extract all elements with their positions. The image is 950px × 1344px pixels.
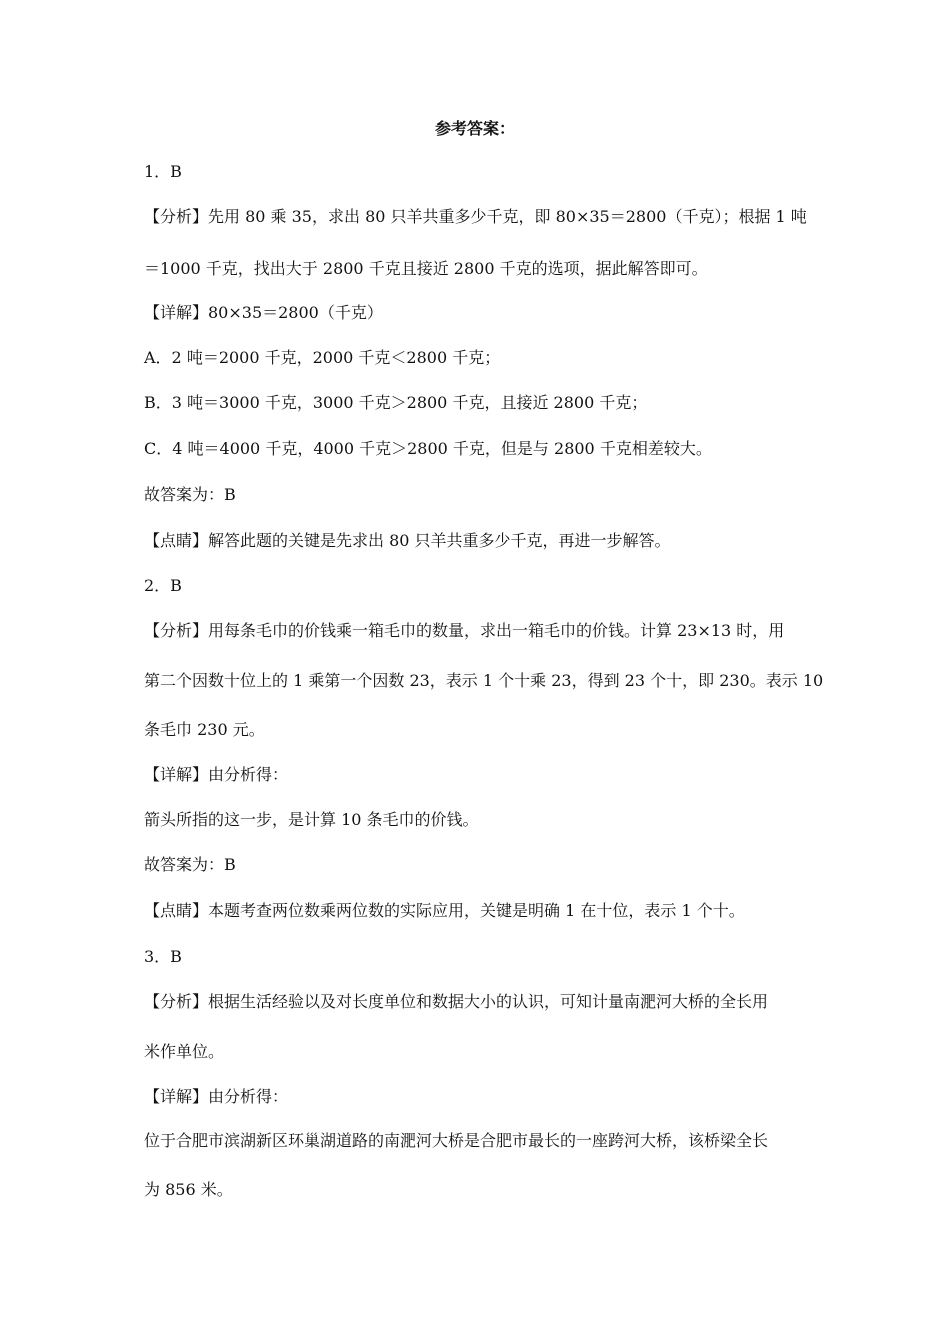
detail-line: 位于合肥市滨湖新区环巢湖道路的南淝河大桥是合肥市最长的一座跨河大桥，该桥梁全长 [144,1131,769,1150]
comment-line: 【点睛】本题考查两位数乘两位数的实际应用，关键是明确 1 在十位，表示 1 个十。 [144,901,745,920]
detail-line: 为 856 米。 [144,1180,233,1199]
option-c-line: C．4 吨＝4000 千克，4000 千克＞2800 千克，但是与 2800 千克相差较大。 [144,439,712,458]
analysis-line: 【分析】根据生活经验以及对长度单位和数据大小的认识，可知计量南淝河大桥的全长用 [144,992,769,1011]
final-answer-line: 故答案为：B [144,855,236,874]
option-a-line: A．2 吨＝2000 千克，2000 千克＜2800 千克； [144,348,501,367]
detail-line: 【详解】由分析得： [144,1087,289,1106]
answer-number-3: 3．B [144,947,182,966]
comment-line: 【点睛】解答此题的关键是先求出 80 只羊共重多少千克，再进一步解答。 [144,531,671,550]
option-b-line: B．3 吨＝3000 千克，3000 千克＞2800 千克，且接近 2800 千克； [144,393,648,412]
final-answer-line: 故答案为：B [144,485,236,504]
answer-number-2: 2．B [144,576,182,595]
page-title: 参考答案： [434,119,515,138]
detail-line: 箭头所指的这一步，是计算 10 条毛巾的价钱。 [144,810,479,829]
analysis-line: 【分析】先用 80 乘 35，求出 80 只羊共重多少千克，即 80×35＝2800（千克）；根据 1 吨 [144,207,807,226]
answer-number-1: 1．B [144,162,182,181]
analysis-line: 米作单位。 [144,1042,225,1061]
analysis-line: 条毛巾 230 元。 [144,720,265,739]
analysis-line: 【分析】用每条毛巾的价钱乘一箱毛巾的数量，求出一箱毛巾的价钱。计算 23×13 时，用 [144,621,785,640]
detail-line: 【详解】80×35＝2800（千克） [144,303,383,322]
analysis-line: ＝1000 千克，找出大于 2800 千克且接近 2800 千克的选项，据此解答即可。 [144,259,708,278]
detail-line: 【详解】由分析得： [144,765,289,784]
analysis-line: 第二个因数十位上的 1 乘第一个因数 23，表示 1 个十乘 23，得到 23 个十，即 230。表示 10 [144,671,824,690]
